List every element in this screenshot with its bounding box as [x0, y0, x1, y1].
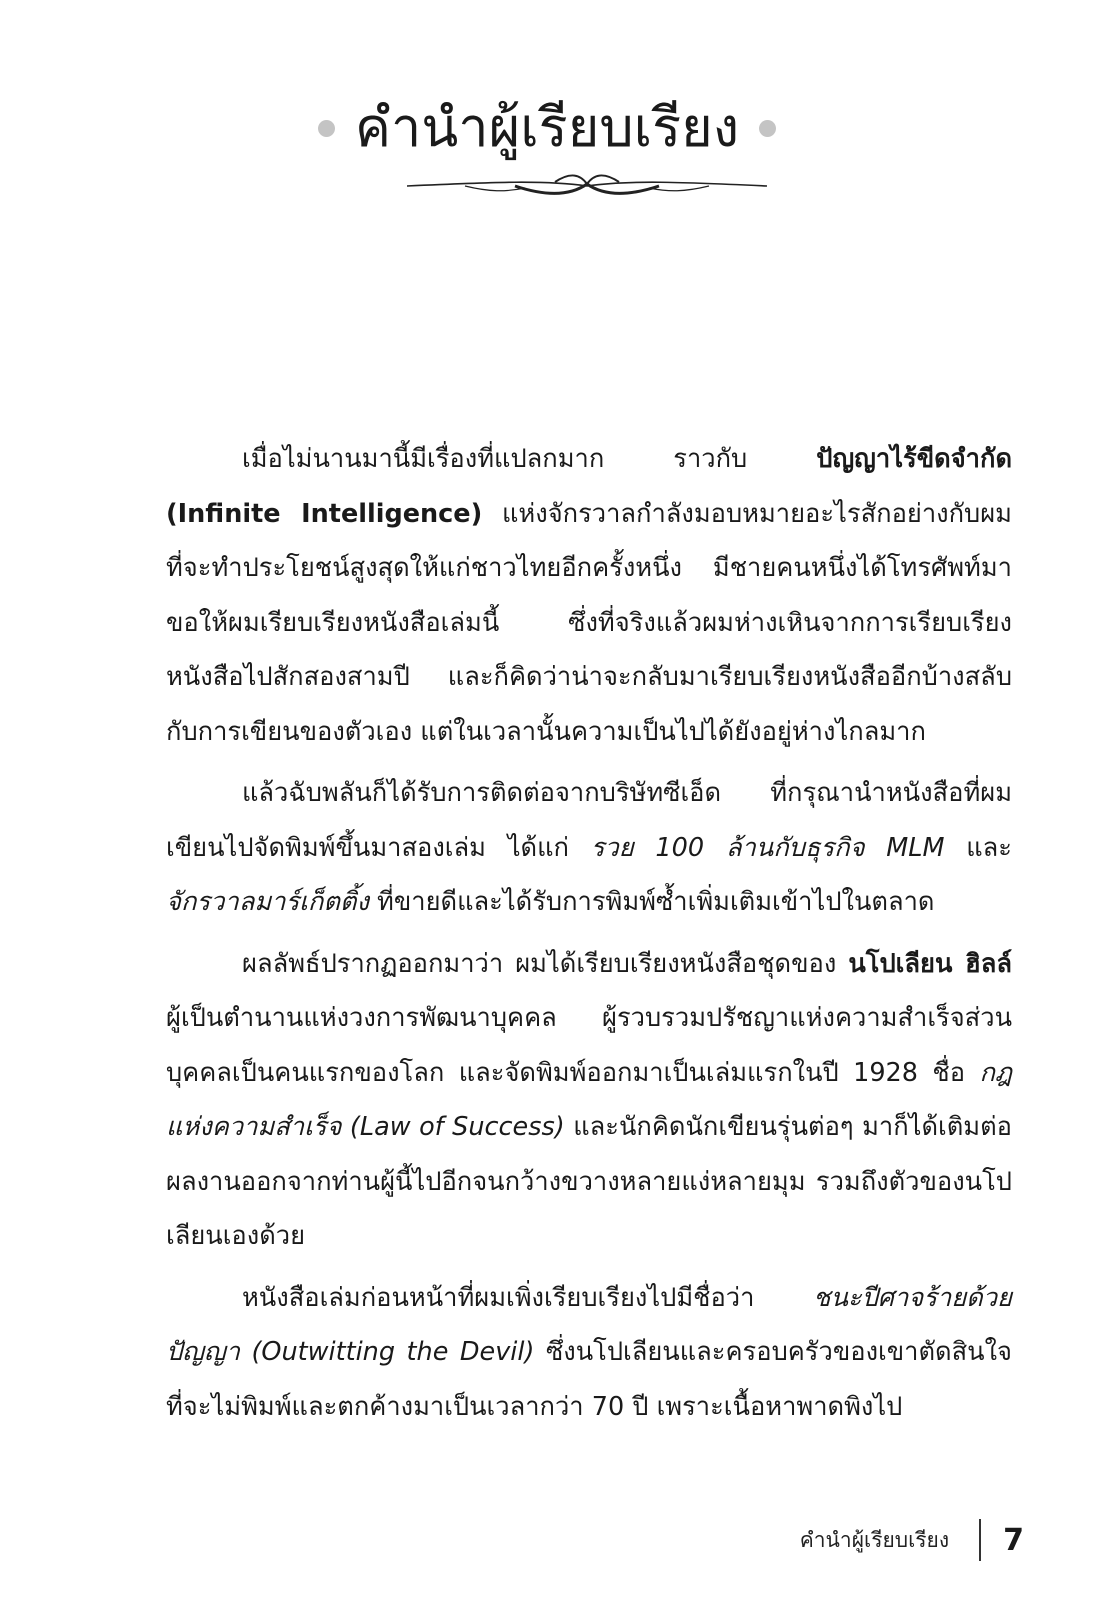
text-run: แห่งจักรวาลกำลังมอบหมายอะไรสักอย่างกับผม ที่จะทำประโยชน์สูงสุดให้แก่ชาวไทยอีกครั้งหนึ่ง มีชายคนหนึ่งได้โทรศัพท์มาขอให้ผมเรียบเรียงหนังสือเล่มนี้ ซึ่งที่จริงแล้วผมห่างเหินจากการเรียบเรียงหนังสือไปสักสองสามปี และก็คิดว่าน่าจะกลับมาเรียบเรียงหนังสืออีกบ้างสลับกับการเขียนของตัวเอง แต่ในเวลานั้นความเป็นไปได้ยังอยู่ห่างไกลมาก [166, 498, 1012, 747]
text-run: ซึ่งนโปเลียนและครอบครัวของเขาตัดสินใจที่จะไม่พิมพ์และตกค้างมาเป็นเวลากว่า 70 ปี เพราะเนื้อหาพาดพิงไป [166, 1337, 1012, 1422]
text-run: แล้วฉับพลันก็ได้รับการติดต่อจากบริษัทซีเอ็ด ที่กรุณานำหนังสือที่ผมเขียนไปจัดพิมพ์ขึ้นมาสองเล่ม ได้แก่ [166, 778, 1012, 863]
page-title: คำนำผู้เรียบเรียง [354, 96, 740, 159]
running-title: คำนำผู้เรียบเรียง [799, 1527, 950, 1552]
paragraph [166, 766, 1012, 930]
book-title-italic: จักรวาลมาร์เก็ตติ้ง [166, 887, 369, 917]
text-run: ผู้เป็นตำนานแห่งวงการพัฒนาบุคคล ผู้รวบรวมปรัชญาแห่งความสำเร็จส่วนบุคคลเป็นคนแรกของโลก และจัดพิมพ์ออกมาเป็นเล่มแรกในปี 1928 ชื่อ [166, 1003, 1012, 1088]
text-run: ที่ขายดีและได้รับการพิมพ์ซ้ำเพิ่มเติมเข้าไปในตลาด [368, 887, 935, 917]
book-title-italic: กฎแห่งความสำเร็จ (Law of Success) [166, 1057, 1012, 1142]
paragraph [166, 432, 1012, 759]
flourish-divider-icon [405, 166, 769, 202]
text-run: หนังสือเล่มก่อนหน้าที่ผมเพิ่งเรียบเรียงไปมีชื่อว่า [242, 1282, 814, 1313]
paragraph [166, 937, 1012, 1264]
page-heading [0, 88, 1094, 168]
bullet-dot-icon [759, 120, 776, 137]
footer-divider [979, 1519, 981, 1561]
paragraph [166, 1271, 1012, 1435]
text-run: และนักคิดนักเขียนรุ่นต่อๆ มาก็ได้เติมต่อผลงานออกจากท่านผู้นี้ไปอีกจนกว้างขวางหลายแง่หลายมุม รวมถึงตัวของนโปเลียนเองด้วย [166, 1112, 1012, 1251]
book-title-italic: ชนะปีศาจร้ายด้วยปัญญา (Outwitting the Devil) [166, 1282, 1012, 1367]
page-number: 7 [1003, 1522, 1024, 1558]
book-title-italic: รวย 100 ล้านกับธุรกิจ MLM [590, 832, 945, 863]
page-footer [800, 1518, 1024, 1562]
text-run: และ [944, 832, 1012, 863]
bold-text-run: ปัญญาไร้ขีดจำกัด (Infinite Intelligence) [166, 444, 1012, 529]
bullet-dot-icon [318, 120, 335, 137]
bold-text-run: นโปเลียน ฮิลล์ [848, 948, 1012, 979]
text-run: ผลลัพธ์ปรากฏออกมาว่า ผมได้เรียบเรียงหนังสือชุดของ [242, 948, 849, 979]
body-text [166, 432, 1012, 1441]
text-run: เมื่อไม่นานมานี้มีเรื่องที่แปลกมาก ราวกับ [242, 444, 817, 474]
